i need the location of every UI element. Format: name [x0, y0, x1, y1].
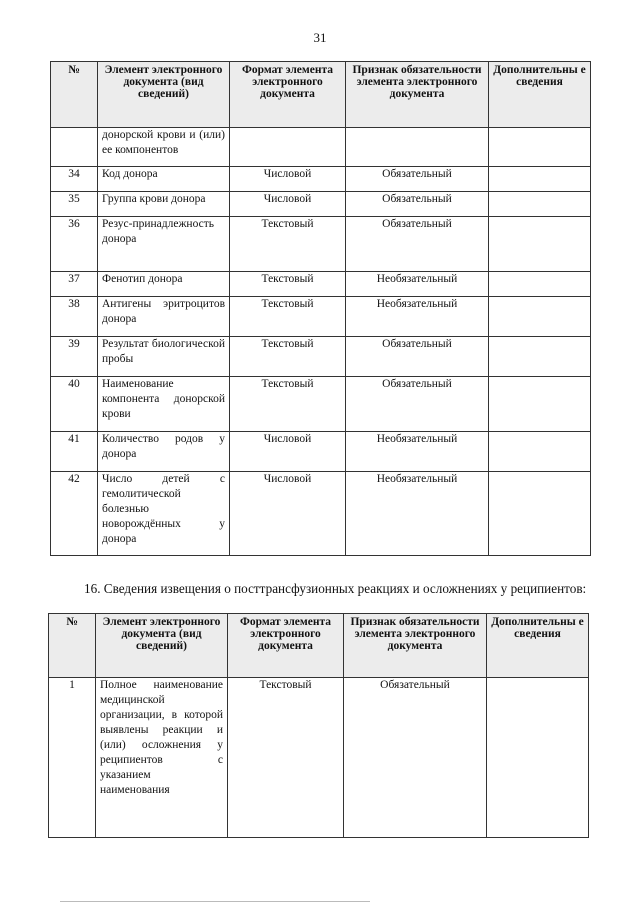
table-row — [51, 128, 591, 167]
row-element: Число детей с гемолитической болезнью новорождённых у донора — [98, 472, 230, 556]
section-16-text: 16. Сведения извещения о посттрансфузионных реакциях и осложнениях у реципиентов: — [84, 581, 587, 597]
row-element: Полное наименование медицинской организации, в которой выявлены реакции и (или) осложнения у реципиентов с указанием наименования — [96, 678, 228, 838]
elements-table-continued — [50, 61, 591, 556]
row-number: 1 — [49, 678, 96, 838]
row-extra — [489, 192, 591, 217]
row-number: 39 — [51, 337, 98, 377]
row-format: Текстовый — [230, 272, 346, 297]
row-required: Необязательный — [346, 432, 489, 472]
row-format: Числовой — [230, 432, 346, 472]
header-extra: Дополнительны е сведения — [489, 62, 591, 128]
table-row — [51, 217, 591, 272]
row-format: Числовой — [230, 167, 346, 192]
header-number: № — [49, 614, 96, 678]
row-required: Необязательный — [346, 272, 489, 297]
row-number: 38 — [51, 297, 98, 337]
table-row — [51, 377, 591, 432]
row-required: Необязательный — [346, 472, 489, 556]
row-number: 41 — [51, 432, 98, 472]
row-required: Обязательный — [346, 192, 489, 217]
table-row — [51, 167, 591, 192]
row-required — [346, 128, 489, 167]
row-required: Обязательный — [346, 167, 489, 192]
row-extra — [489, 167, 591, 192]
notification-elements-table — [48, 613, 589, 838]
row-extra — [489, 472, 591, 556]
table-row — [51, 337, 591, 377]
header-extra: Дополнительны е сведения — [487, 614, 589, 678]
row-number: 40 — [51, 377, 98, 432]
row-format: Числовой — [230, 192, 346, 217]
header-required: Признак обязательности элемента электронного документа — [344, 614, 487, 678]
table-row — [51, 472, 591, 556]
row-element: Результат биологической пробы — [98, 337, 230, 377]
row-element: Код донора — [98, 167, 230, 192]
row-element: Резус-принадлежность донора — [98, 217, 230, 272]
table-row — [51, 192, 591, 217]
row-format: Текстовый — [230, 377, 346, 432]
row-number: 36 — [51, 217, 98, 272]
row-number: 35 — [51, 192, 98, 217]
row-format: Текстовый — [228, 678, 344, 838]
row-number — [51, 128, 98, 167]
row-format: Текстовый — [230, 337, 346, 377]
row-extra — [489, 432, 591, 472]
row-required: Обязательный — [346, 217, 489, 272]
row-required: Обязательный — [346, 337, 489, 377]
row-required: Необязательный — [346, 297, 489, 337]
row-element: Наименование компонента донорской крови — [98, 377, 230, 432]
row-extra — [489, 272, 591, 297]
header-number: № — [51, 62, 98, 128]
row-format: Числовой — [230, 472, 346, 556]
table-row — [51, 297, 591, 337]
row-extra — [489, 297, 591, 337]
table-row — [51, 272, 591, 297]
header-format: Формат элемента электронного документа — [230, 62, 346, 128]
row-extra — [487, 678, 589, 838]
table-header-row — [49, 614, 589, 678]
row-number: 34 — [51, 167, 98, 192]
row-element: Количество родов у донора — [98, 432, 230, 472]
row-required: Обязательный — [344, 678, 487, 838]
row-format — [230, 128, 346, 167]
header-element: Элемент электронного документа (вид сведений) — [98, 62, 230, 128]
row-extra — [489, 337, 591, 377]
row-extra — [489, 217, 591, 272]
row-extra — [489, 377, 591, 432]
table-row — [51, 432, 591, 472]
row-element: донорской крови и (или) ее компонентов — [98, 128, 230, 167]
header-element: Элемент электронного документа (вид сведений) — [96, 614, 228, 678]
row-required: Обязательный — [346, 377, 489, 432]
row-format: Текстовый — [230, 217, 346, 272]
header-format: Формат элемента электронного документа — [228, 614, 344, 678]
table-row — [49, 678, 589, 838]
page-number: 31 — [313, 30, 327, 45]
row-format: Текстовый — [230, 297, 346, 337]
row-number: 37 — [51, 272, 98, 297]
row-element: Антигены эритроцитов донора — [98, 297, 230, 337]
table-header-row — [51, 62, 591, 128]
scan-edge-line — [60, 901, 370, 902]
row-number: 42 — [51, 472, 98, 556]
row-element: Фенотип донора — [98, 272, 230, 297]
row-element: Группа крови донора — [98, 192, 230, 217]
header-required: Признак обязательности элемента электронного документа — [346, 62, 489, 128]
section-16-heading — [48, 580, 590, 598]
row-extra — [489, 128, 591, 167]
